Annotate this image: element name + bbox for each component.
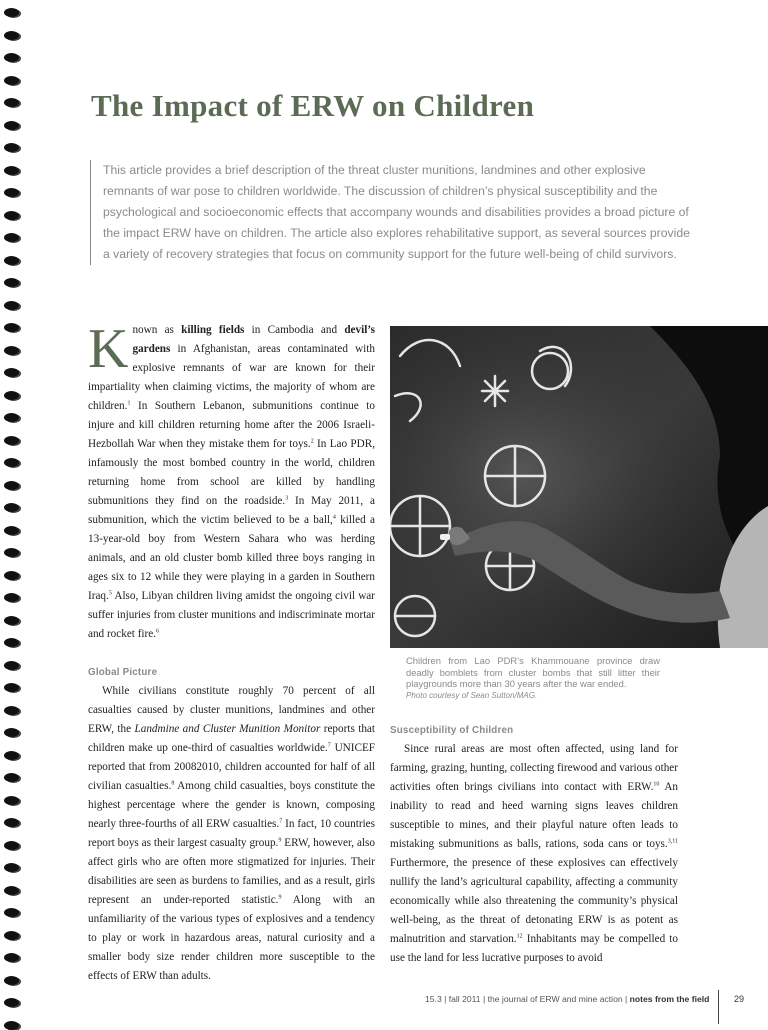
section-heading-global: Global Picture bbox=[88, 667, 158, 678]
spiral-binding bbox=[0, 0, 26, 1024]
binding-ring bbox=[4, 143, 19, 152]
binding-ring bbox=[4, 413, 19, 422]
binding-ring bbox=[4, 593, 19, 602]
binding-ring bbox=[4, 661, 19, 670]
binding-ring bbox=[4, 188, 19, 197]
binding-ring bbox=[4, 616, 19, 625]
binding-ring bbox=[4, 548, 19, 557]
chalkboard-photo bbox=[390, 326, 768, 648]
binding-ring bbox=[4, 998, 19, 1007]
page-number: 29 bbox=[734, 994, 745, 1004]
binding-ring bbox=[4, 458, 19, 467]
footer-divider bbox=[718, 990, 719, 1024]
photo-caption: Children from Lao PDR’s Khammouane province draw deadly bomblets from cluster bombs that still litter their playgrounds more than 30 years after the war ended. Photo courtesy of Sean Sutton/MAG. bbox=[406, 655, 660, 700]
binding-ring bbox=[4, 211, 19, 220]
binding-ring bbox=[4, 841, 19, 850]
binding-ring bbox=[4, 391, 19, 400]
binding-ring bbox=[4, 863, 19, 872]
binding-ring bbox=[4, 76, 19, 85]
binding-ring bbox=[4, 278, 19, 287]
binding-ring bbox=[4, 31, 19, 40]
binding-ring bbox=[4, 368, 19, 377]
binding-ring bbox=[4, 886, 19, 895]
binding-ring bbox=[4, 323, 19, 332]
binding-ring bbox=[4, 683, 19, 692]
binding-ring bbox=[4, 571, 19, 580]
binding-ring bbox=[4, 256, 19, 265]
binding-ring bbox=[4, 98, 19, 107]
section-label: notes from the field bbox=[629, 994, 710, 1004]
binding-ring bbox=[4, 526, 19, 535]
column-right bbox=[390, 721, 678, 968]
binding-ring bbox=[4, 908, 19, 917]
photo-credit: Photo courtesy of Sean Sutton/MAG. bbox=[406, 690, 538, 700]
binding-ring bbox=[4, 121, 19, 130]
binding-ring bbox=[4, 773, 19, 782]
column-left bbox=[88, 318, 376, 986]
binding-ring bbox=[4, 503, 19, 512]
binding-ring bbox=[4, 1021, 19, 1030]
binding-ring bbox=[4, 8, 19, 17]
article-title: The Impact of ERW on Children bbox=[91, 88, 535, 123]
binding-ring bbox=[4, 166, 19, 175]
binding-ring bbox=[4, 976, 19, 985]
binding-ring bbox=[4, 706, 19, 715]
drop-cap: K bbox=[88, 318, 129, 380]
intro-paragraph: Known as killing fields in Cambodia and devil’s gardens in Afghanistan, areas contaminated with explosive remnants of war are known for their impartiality when claiming victims, the majority of whom are children.$^1$ In Southern Lebanon, submunitions continue to injure and kill children returning home after the 2006 Israeli-Hezbollah War when they mistake them for toys.$^2$ In Lao PDR, infamously the most bombed country in the world, children returning home from school are killed by handling submunitions they find on the roadside.$^3$ In May 2011, a submunition, which the victim believed to be a ball,$^4$ killed a 13-year-old boy from Western Sahara who was herding animals, and an old cluster bomb killed three boys ranging in ages six to 12 while they were playing in a garden in Southern Iraq.$^5$ Also, Libyan children living amidst the ongoing civil war suffer injuries from cluster munitions and indiscriminate mortar and rocket fire.$^6$ bbox=[88, 318, 375, 640]
susceptibility-paragraph: Since rural areas are most often affected, using land for farming, grazing, hunting, collecting firewood and various other activities often brings civilians into contact with ERW.$^{10}$ An inability to read and heed warning signs leaves children susceptible to mines, and their playful nature often leads to mistaking submunitions as balls, rations, soda cans or toys.$^{3,11}$ Furthermore, the presence of these explosives can effectively nullify the land’s agricultural capability, affecting a community economically while also threatening the community’s physical well-being, as the threat of detonating ERW is as potent as malnutrition and starvation.$^{12}$ Inhabitants may be compelled to use the land for less lucrative purposes to avoid bbox=[390, 743, 678, 964]
page-footer: 15.3 | fall 2011 | the journal of ERW and mine action | notes from the field bbox=[425, 994, 710, 1004]
binding-ring bbox=[4, 638, 19, 647]
binding-ring bbox=[4, 436, 19, 445]
binding-ring bbox=[4, 728, 19, 737]
binding-ring bbox=[4, 53, 19, 62]
binding-ring bbox=[4, 301, 19, 310]
binding-ring bbox=[4, 931, 19, 940]
binding-ring bbox=[4, 481, 19, 490]
binding-ring bbox=[4, 818, 19, 827]
binding-ring bbox=[4, 233, 19, 242]
article-abstract: This article provides a brief description of the threat cluster munitions, landmines and other explosive remnants of war pose to children worldwide. The discussion of children’s physical susceptibility and the psychological and socioeconomic effects that accompany wounds and disabilities provides a broad picture of the impact ERW have on children. The article also explores rehabilitative support, as several sources provide a variety of recovery strategies that focus on community support for the future well-being of child survivors. bbox=[90, 160, 691, 265]
binding-ring bbox=[4, 796, 19, 805]
global-paragraph: While civilians constitute roughly 70 percent of all casualties caused by cluster munitions, landmines and other ERW, the Landmine and Cluster Munition Monitor reports that children make up one-third of casualties worldwide.$^7$ UNICEF reported that from 20082010, children accounted for half of all civilian casualties.$^8$ Among child casualties, boys constitute the highest percentage where the gender is known, composing nearly three-fourths of all ERW casualties.$^7$ In fact, 10 countries report boys as their largest casualty group.$^9$ ERW, however, also affect girls who are often more stigmatized for injuries. Their disabilities are seen as burdens to families, and as a result, girls represent an under-reported statistic.$^9$ Along with an unfamiliarity of the various types of explosives and a tendency to play or work in hazardous areas, natural curiosity and a smaller body size render children more susceptible to the effects of ERW than adults. bbox=[88, 685, 376, 982]
chalkboard-drawing bbox=[390, 326, 768, 648]
binding-ring bbox=[4, 751, 19, 760]
section-heading-susceptibility: Susceptibility of Children bbox=[390, 725, 514, 736]
binding-ring bbox=[4, 346, 19, 355]
binding-ring bbox=[4, 953, 19, 962]
